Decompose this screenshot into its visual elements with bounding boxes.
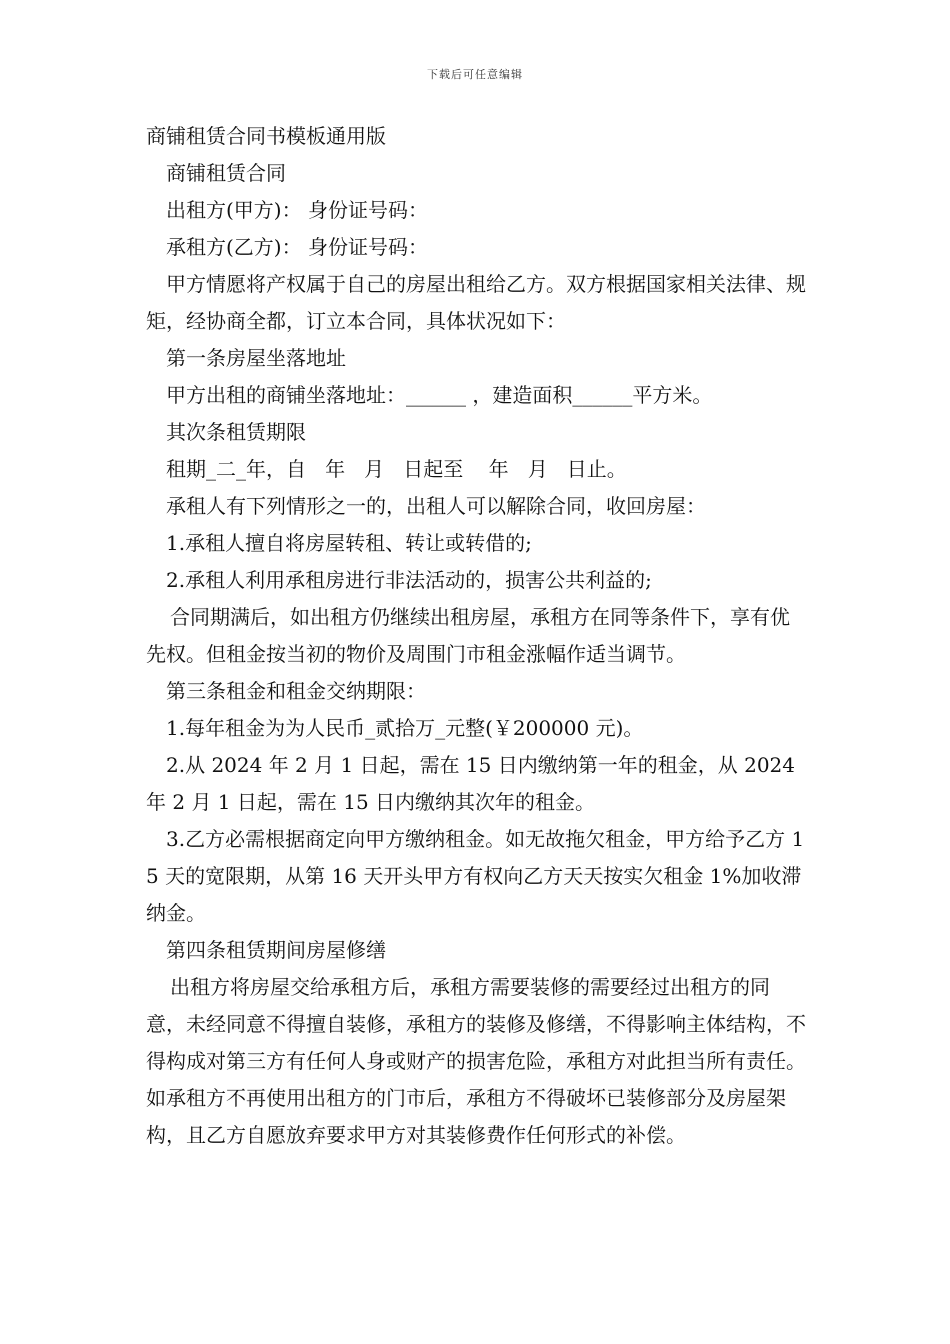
- article-2-term: 租期_二_年，自 年 月 日起至 年 月 日止。: [166, 457, 627, 481]
- article-2-renewal: 合同期满后，如出租方仍继续出租房屋，承租方在同等条件下，享有优先权。但租金按当初的物价及周围门市租金涨幅作适当调节。: [146, 605, 790, 666]
- article-2-item-2: 2.承租人利用承租房进行非法活动的，损害公共利益的;: [166, 568, 652, 592]
- article-2-conditions: 承租人有下列情形之一的，出租人可以解除合同，收回房屋：: [166, 494, 706, 518]
- document-body: [146, 118, 808, 1154]
- contract-subtitle: 商铺租赁合同: [166, 161, 286, 185]
- document-title: 商铺租赁合同书模板通用版: [146, 124, 386, 148]
- article-3-title: 第三条租金和租金交纳期限：: [166, 679, 426, 703]
- lessor-line: 出租方(甲方)： 身份证号码：: [166, 198, 428, 222]
- article-4-body: 出租方将房屋交给承租方后，承租方需要装修的需要经过出租方的同意，未经同意不得擅自装修，承租方的装修及修缮，不得影响主体结构，不得构成对第三方有任何人身或财产的损害危险，承租方对此担当所有责任。如承租方不再使用出租方的门市后，承租方不得破坏已装修部分及房屋架构，且乙方自愿放弃要求甲方对其装修费作任何形式的补偿。: [146, 975, 806, 1147]
- article-1-title: 第一条房屋坐落地址: [166, 346, 346, 370]
- article-2-title: 其次条租赁期限: [166, 420, 306, 444]
- intro-paragraph: 甲方情愿将产权属于自己的房屋出租给乙方。双方根据国家相关法律、规矩，经协商全都，订立本合同，具体状况如下：: [146, 272, 806, 333]
- lessee-line: 承租方(乙方)： 身份证号码：: [166, 235, 428, 259]
- header-note: 下载后可任意编辑: [427, 68, 523, 81]
- article-4-title: 第四条租赁期间房屋修缮: [166, 938, 386, 962]
- article-2-item-1: 1.承租人擅自将房屋转租、转让或转借的;: [166, 531, 532, 555]
- article-3-item-3: 3.乙方必需根据商定向甲方缴纳租金。如无故拖欠租金，甲方给予乙方 15 天的宽限期，从第 16 天开头甲方有权向乙方天天按实欠租金 1%加收滞纳金。: [146, 827, 805, 925]
- article-3-item-1: 1.每年租金为为人民币_贰拾万_元整(￥200000 元)。: [166, 716, 644, 740]
- article-1-body: 甲方出租的商铺坐落地址：______ ，建造面积______平方米。: [166, 383, 713, 407]
- article-3-item-2: 2.从 2024 年 2 月 1 日起，需在 15 日内缴纳第一年的租金，从 2024 年 2 月 1 日起，需在 15 日内缴纳其次年的租金。: [146, 753, 795, 814]
